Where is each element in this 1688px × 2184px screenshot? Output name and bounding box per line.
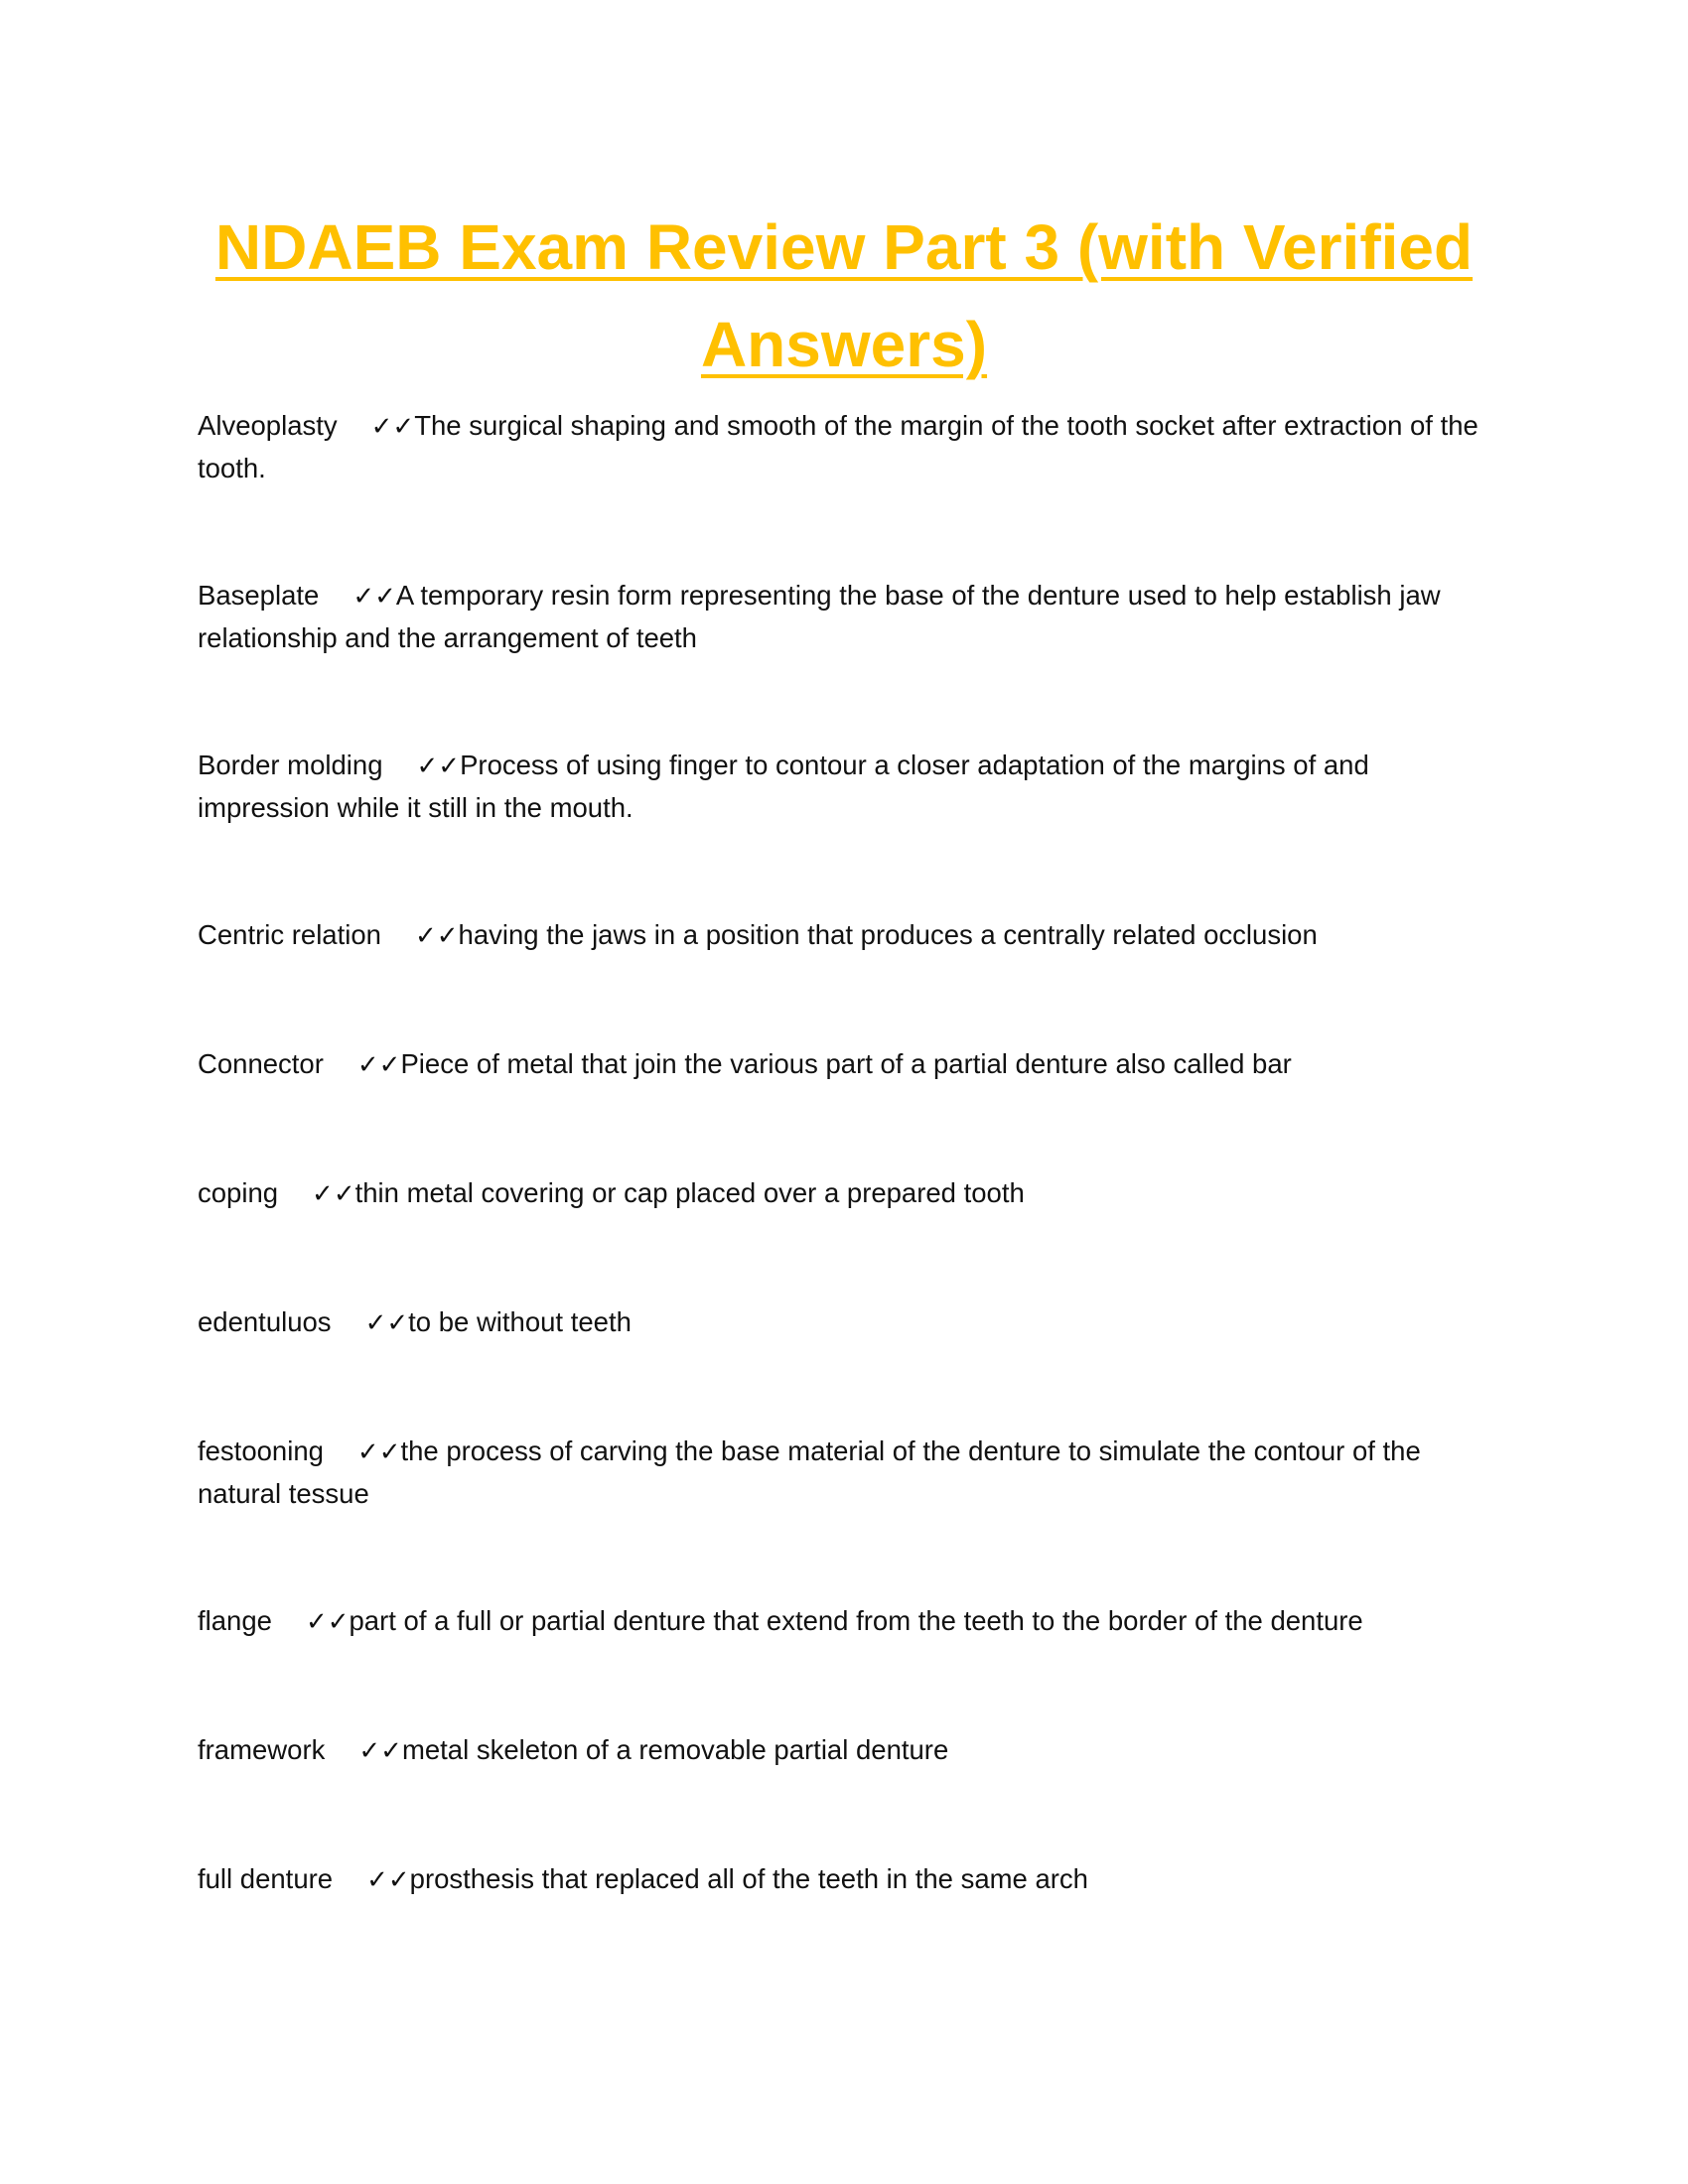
check-mark-icon: ✓✓	[356, 1050, 401, 1080]
entry-definition: prosthesis that replaced all of the teeth in the same arch	[409, 1863, 1088, 1894]
check-mark-icon: ✓✓	[370, 412, 415, 442]
check-mark-icon: ✓✓	[312, 1179, 355, 1209]
flashcard-entry	[198, 1301, 1488, 1344]
entry-term: coping	[198, 1177, 279, 1208]
entry-definition: Process of using finger to contour a closer adaptation of the margins of and impression while it still in the mouth.	[198, 750, 1369, 823]
flashcard-entry	[198, 405, 1488, 488]
flashcard-entry	[198, 1172, 1488, 1215]
check-mark-icon: ✓✓	[364, 1308, 409, 1338]
entry-definition: thin metal covering or cap placed over a prepared tooth	[354, 1177, 1025, 1208]
flashcard-list	[198, 405, 1488, 1901]
check-mark-icon: ✓✓	[414, 921, 459, 951]
entry-definition: to be without teeth	[408, 1306, 632, 1337]
check-mark-icon: ✓✓	[356, 1437, 401, 1467]
check-mark-icon: ✓✓	[352, 582, 396, 612]
entry-definition: A temporary resin form representing the base of the denture used to help establish jaw relationship and the arrangement of teeth	[198, 580, 1441, 653]
entry-term: Border molding	[198, 750, 383, 780]
entry-definition: Piece of metal that join the various part of a partial denture also called bar	[400, 1048, 1292, 1079]
entry-definition: the process of carving the base material of the denture to simulate the contour of the natural tessue	[198, 1435, 1421, 1509]
check-mark-icon: ✓✓	[305, 1607, 350, 1637]
flashcard-entry	[198, 745, 1488, 828]
check-mark-icon: ✓✓	[416, 751, 461, 781]
flashcard-entry	[198, 1729, 1488, 1772]
entry-term: flange	[198, 1605, 272, 1636]
flashcard-entry	[198, 1600, 1488, 1643]
entry-definition: metal skeleton of a removable partial denture	[401, 1734, 949, 1765]
entry-definition: having the jaws in a position that produces a centrally related occlusion	[458, 919, 1318, 950]
flashcard-entry	[198, 1858, 1488, 1901]
check-mark-icon: ✓✓	[358, 1736, 402, 1766]
check-mark-icon: ✓✓	[366, 1865, 410, 1895]
document-title: NDAEB Exam Review Part 3 (with Verified Answers)	[214, 211, 1474, 380]
entry-term: Centric relation	[198, 919, 381, 950]
entry-term: festooning	[198, 1435, 324, 1466]
entry-term: Alveoplasty	[198, 410, 338, 441]
entry-term: edentuluos	[198, 1306, 332, 1337]
entry-term: Connector	[198, 1048, 324, 1079]
entry-definition: The surgical shaping and smooth of the margin of the tooth socket after extraction of the tooth.	[198, 410, 1478, 483]
flashcard-entry	[198, 1431, 1488, 1514]
entry-term: Baseplate	[198, 580, 320, 611]
flashcard-entry	[198, 1043, 1488, 1086]
flashcard-entry	[198, 575, 1488, 658]
entry-term: framework	[198, 1734, 326, 1765]
flashcard-entry	[198, 914, 1488, 957]
entry-term: full denture	[198, 1863, 334, 1894]
entry-definition: part of a full or partial denture that extend from the teeth to the border of the denture	[349, 1605, 1363, 1636]
